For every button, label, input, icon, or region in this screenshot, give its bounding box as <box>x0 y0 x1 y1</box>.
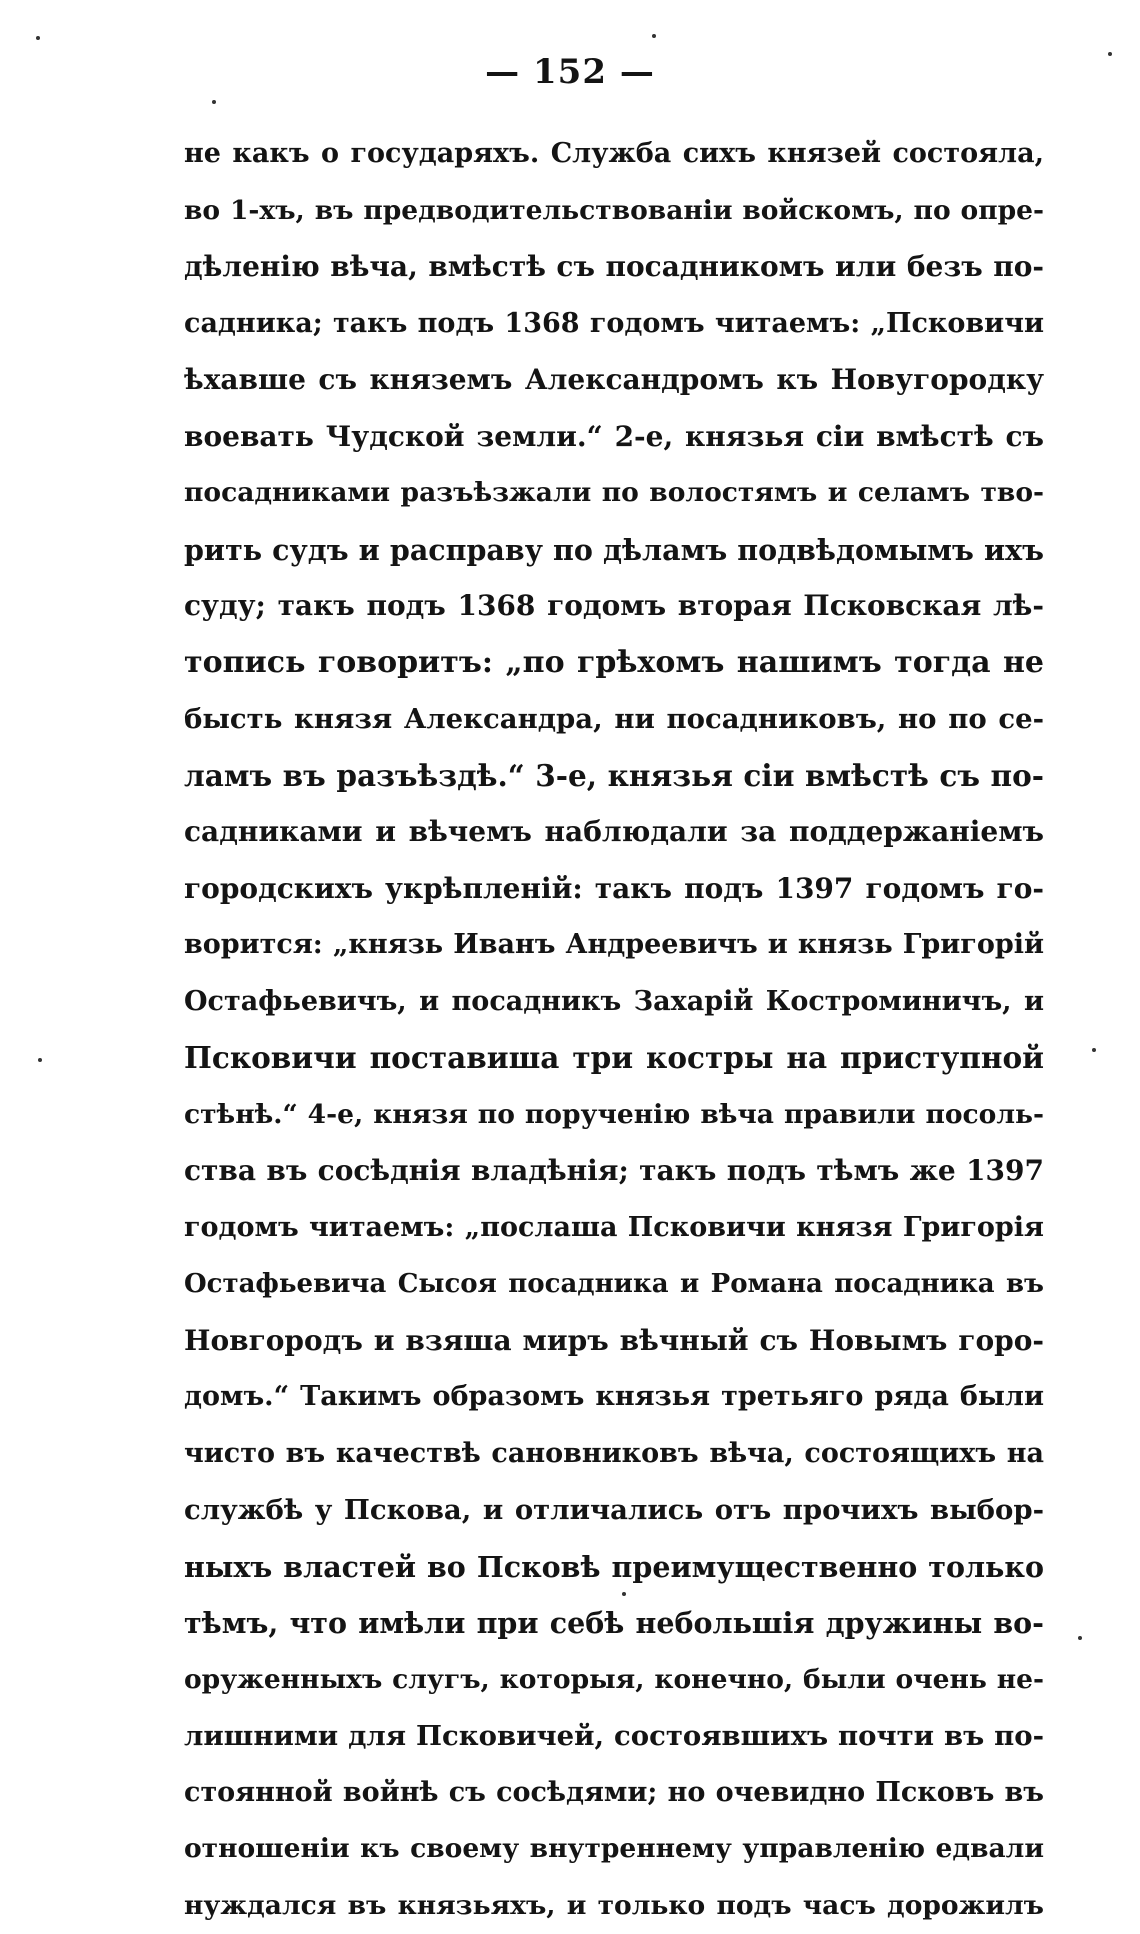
page-number: — 152 — <box>0 52 1140 92</box>
text-line: суду; такъ подъ 1368 годомъ вторая Псковская лѣ- <box>184 578 1044 635</box>
text-line: годомъ читаемъ: „послаша Псковичи князя Григорія <box>184 1200 1044 1257</box>
text-line: топись говоритъ: „по грѣхомъ нашимъ тогда не <box>184 635 1044 692</box>
text-line: ламъ въ разъѣздѣ.“ 3-е, князья сіи вмѣстѣ съ по- <box>184 748 1044 805</box>
text-line: Остафьевичъ, и посадникъ Захарій Костроминичъ, и <box>184 974 1044 1031</box>
text-line: ворится: „князь Иванъ Андреевичъ и князь Григорій <box>184 917 1044 974</box>
body-text <box>184 126 1044 1934</box>
scan-speck <box>622 1592 626 1596</box>
text-line: ства въ сосѣднія владѣнія; такъ подъ тѣмъ же 1397 <box>184 1143 1044 1200</box>
text-line: Остафьевича Сысоя посадника и Романа посадника въ <box>184 1256 1044 1313</box>
text-line: ѣхавше съ княземъ Александромъ къ Новугородку <box>184 352 1044 409</box>
text-line: домъ.“ Такимъ образомъ князья третьяго ряда были <box>184 1369 1044 1426</box>
text-line: садниками и вѣчемъ наблюдали за поддержаніемъ <box>184 804 1044 861</box>
scan-speck <box>1108 52 1112 56</box>
text-line: бысть князя Александра, ни посадниковъ, но по се- <box>184 691 1044 748</box>
text-line: Новгородъ и взяша миръ вѣчный съ Новымъ горо- <box>184 1313 1044 1370</box>
text-line: не какъ о государяхъ. Служба сихъ князей состояла, <box>184 126 1044 183</box>
text-line: воевать Чудской земли.“ 2-е, князья сіи вмѣстѣ съ <box>184 409 1044 466</box>
text-line: ныхъ властей во Псковѣ преимущественно только <box>184 1539 1044 1596</box>
text-line: отношеніи къ своему внутреннему управленію едвали <box>184 1821 1044 1878</box>
text-line: рить судъ и расправу по дѣламъ подвѣдомымъ ихъ <box>184 522 1044 579</box>
scan-speck <box>652 34 656 38</box>
scan-speck <box>212 100 216 104</box>
text-line: дѣленію вѣча, вмѣстѣ съ посадникомъ или безъ по- <box>184 239 1044 296</box>
text-line: тѣмъ, что имѣли при себѣ небольшія дружины во- <box>184 1595 1044 1652</box>
text-line: нуждался въ князьяхъ, и только подъ часъ дорожилъ <box>184 1878 1044 1934</box>
scan-speck <box>1078 1636 1082 1640</box>
scan-speck <box>38 1058 42 1062</box>
text-line: во 1-хъ, въ предводительствованіи войскомъ, по опре- <box>184 183 1044 240</box>
text-line: садника; такъ подъ 1368 годомъ читаемъ: „Псковичи <box>184 296 1044 353</box>
text-line: стоянной войнѣ съ сосѣдями; но очевидно Псковъ въ <box>184 1765 1044 1822</box>
text-line: посадниками разъѣзжали по волостямъ и селамъ тво- <box>184 465 1044 522</box>
scan-speck <box>36 36 40 40</box>
text-line: чисто въ качествѣ сановниковъ вѣча, состоящихъ на <box>184 1426 1044 1483</box>
scan-speck <box>1092 1048 1096 1052</box>
text-line: Псковичи поставиша три костры на приступной <box>184 1030 1044 1087</box>
text-line: городскихъ укрѣпленій: такъ подъ 1397 годомъ го- <box>184 861 1044 918</box>
text-line: стѣнѣ.“ 4-е, князя по порученію вѣча правили посоль- <box>184 1087 1044 1144</box>
text-line: службѣ у Пскова, и отличались отъ прочихъ выбор- <box>184 1482 1044 1539</box>
text-line: оруженныхъ слугъ, которыя, конечно, были очень не- <box>184 1652 1044 1709</box>
text-line: лишними для Псковичей, состоявшихъ почти въ по- <box>184 1708 1044 1765</box>
